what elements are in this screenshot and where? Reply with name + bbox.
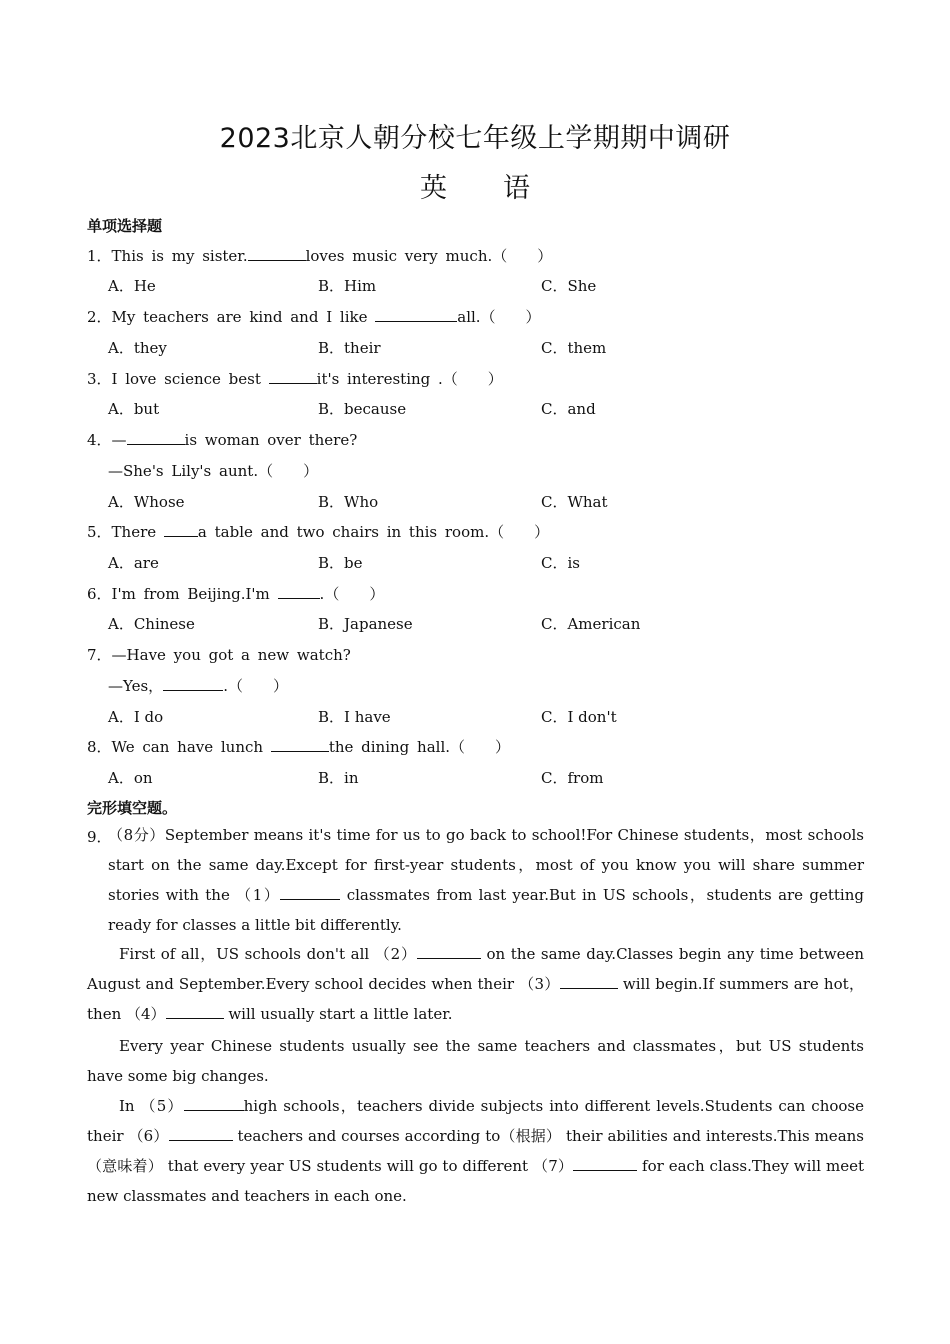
- section-heading-choice: 单项选择题: [87, 217, 163, 235]
- option-b: B．in: [318, 769, 359, 787]
- question-7: 7．—Have you got a new watch?: [87, 646, 351, 664]
- question-6: 6．I'm from Beijing.I'm .（ ）: [87, 585, 385, 603]
- option-b: B．their: [318, 339, 381, 357]
- cloze-blank-1: [280, 885, 340, 900]
- subject-char-1: 英: [420, 173, 447, 204]
- section-heading-cloze: 完形填空题。: [87, 799, 178, 817]
- option-b: B．I have: [318, 708, 391, 726]
- answer-blank: [248, 246, 306, 261]
- question-1: 1．This is my sister. loves music very much.（ ）: [87, 247, 553, 265]
- option-a: A．are: [108, 554, 159, 572]
- option-a: A．I do: [108, 708, 164, 726]
- cloze-blank-3: [560, 974, 618, 989]
- question-9-number: 9．: [87, 828, 112, 846]
- option-c: C．and: [541, 400, 596, 418]
- option-b: B．Who: [318, 493, 379, 511]
- answer-blank: [375, 307, 457, 322]
- option-b: B．because: [318, 400, 407, 418]
- question-8: 8．We can have lunch the dining hall.（ ）: [87, 738, 511, 756]
- option-a: A．on: [108, 769, 153, 787]
- cloze-paragraph-2: First of all，US schools don't all （2） on the same day.Classes begin any time between August and September.Every school decides when their （3） will begin.If summers are hot，then （4） will usually start a little later.: [87, 945, 864, 1023]
- answer-blank: [163, 676, 223, 691]
- option-a: A．Chinese: [108, 615, 195, 633]
- question-5: 5．There a table and two chairs in this room.（ ）: [87, 523, 550, 541]
- cloze-blank-4: [166, 1004, 224, 1019]
- option-a: A．they: [108, 339, 167, 357]
- option-c: C．from: [541, 769, 604, 787]
- option-c: C．What: [541, 493, 608, 511]
- answer-blank: [164, 522, 198, 537]
- subject-char-2: 语: [503, 173, 530, 204]
- option-c: C．I don't: [541, 708, 617, 726]
- question-4-response: —She's Lily's aunt.（ ）: [108, 462, 319, 480]
- option-b: B．Him: [318, 277, 377, 295]
- answer-blank: [127, 430, 185, 445]
- cloze-blank-7: [573, 1156, 637, 1171]
- answer-blank: [271, 737, 329, 752]
- cloze-blank-6: [169, 1126, 233, 1141]
- option-b: B．be: [318, 554, 363, 572]
- option-b: B．Japanese: [318, 615, 413, 633]
- option-a: A．He: [108, 277, 156, 295]
- cloze-paragraph-3: Every year Chinese students usually see the same teachers and classmates，but US students have some big changes.: [87, 1037, 864, 1085]
- option-a: A．but: [108, 400, 160, 418]
- question-7-response: —Yes， .（ ）: [108, 677, 288, 695]
- option-c: C．American: [541, 615, 641, 633]
- cloze-paragraph-1: （8分）September means it's time for us to go back to school!For Chinese students，most schools start on the same day.Except for first‐year students，most of you know you will share summer stories with the （1） classmates from last year.But in US schools，students are getting ready for classes a little bit differently.: [108, 826, 864, 934]
- answer-blank: [269, 369, 317, 384]
- option-c: C．is: [541, 554, 580, 572]
- cloze-paragraph-4: In （5） high schools，teachers divide subjects into different levels.Students can choose their （6） teachers and courses according to（根据） their abilities and interests.This means（意味着） that every year US students will go to different （7） for each class.They will meet new classmates and teachers in each one.: [87, 1097, 864, 1205]
- subject-title: [0, 166, 950, 205]
- option-c: C．them: [541, 339, 607, 357]
- option-a: A．Whose: [108, 493, 185, 511]
- answer-blank: [278, 584, 320, 599]
- question-3: 3．I love science best it's interesting .（ ）: [87, 370, 503, 388]
- document-title: 2023北京人朝分校七年级上学期期中调研: [219, 123, 731, 154]
- question-4: 4．— is woman over there?: [87, 431, 358, 449]
- option-c: C．She: [541, 277, 597, 295]
- cloze-blank-5: [184, 1096, 244, 1111]
- question-2: 2．My teachers are kind and I like all.（ ）: [87, 308, 541, 326]
- cloze-blank-2: [417, 944, 481, 959]
